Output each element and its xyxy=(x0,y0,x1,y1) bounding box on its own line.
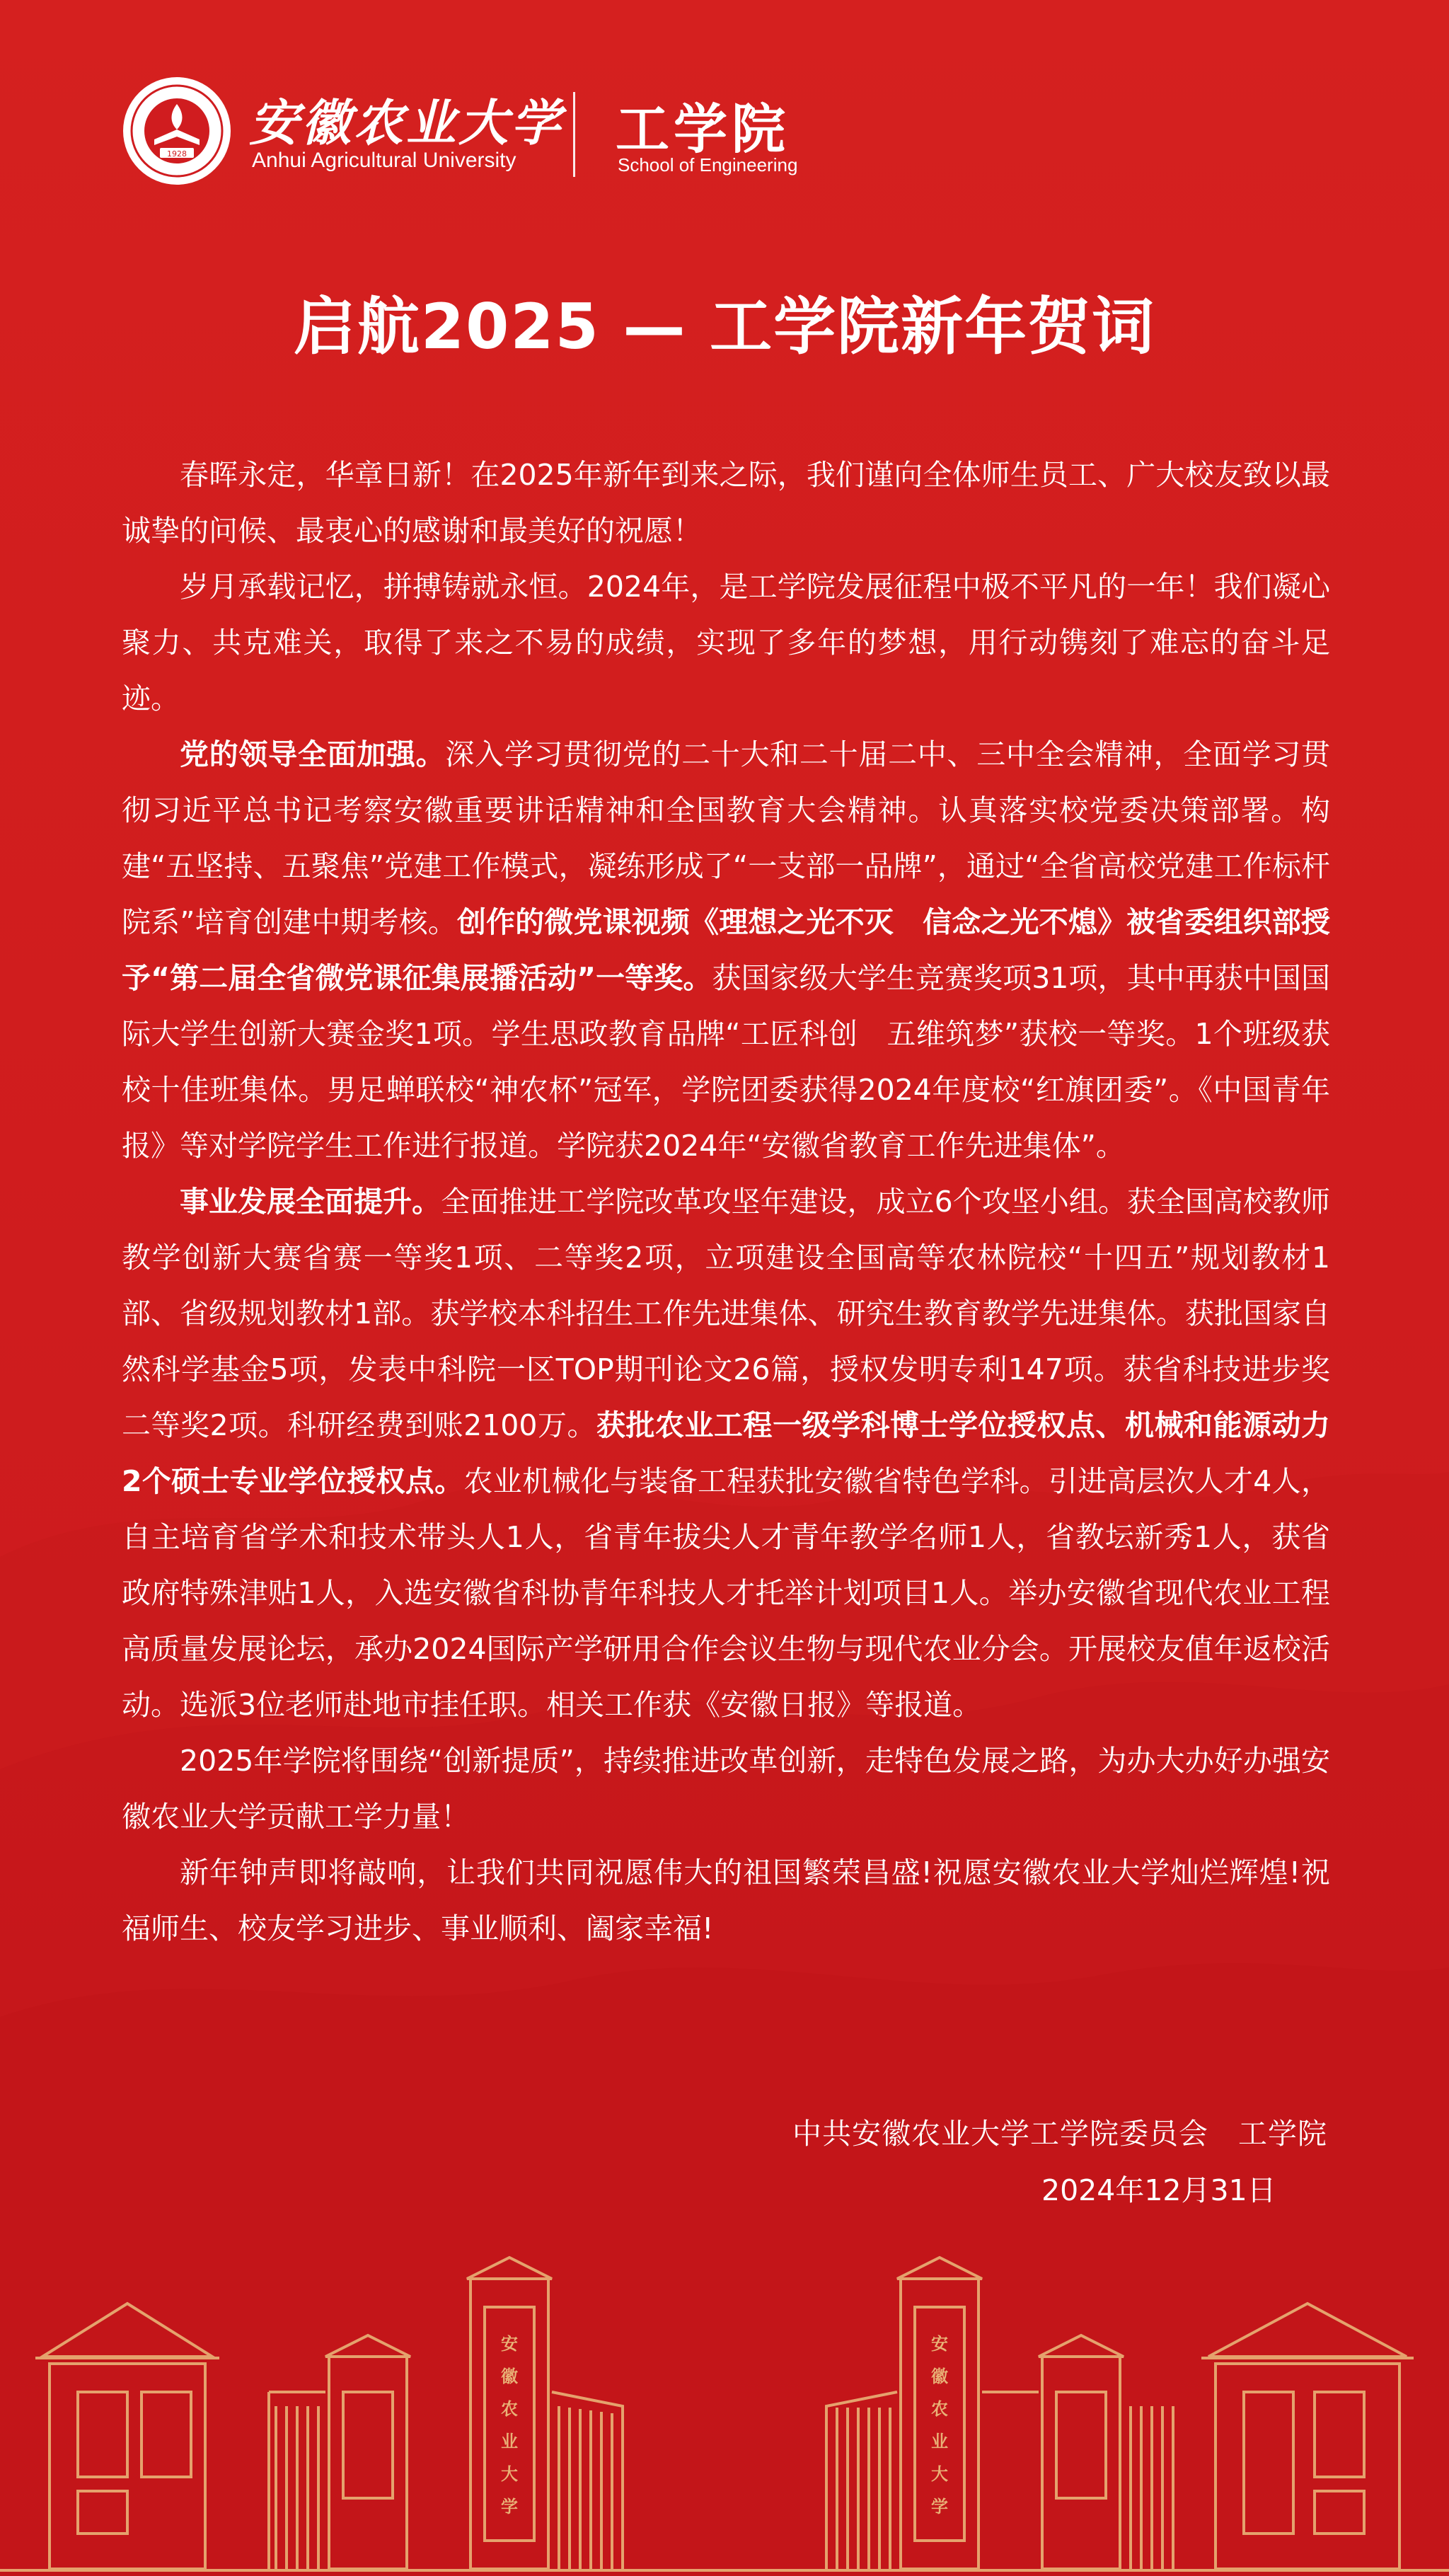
school-name-cn: 工学院 xyxy=(616,98,790,161)
university-name-cn: 安徽农业大学 xyxy=(249,93,563,152)
school-name-en: School of Engineering xyxy=(618,154,798,176)
paragraph-text: 春晖永定，华章日新！在2025年新年到来之际，我们谨向全体师生员工、广大校友致以最诚挚的问候、最衷心的感谢和最美好的祝愿！ xyxy=(122,458,1330,548)
paragraph xyxy=(122,447,1330,559)
greeting-body xyxy=(122,447,1330,1957)
paragraph xyxy=(122,1845,1330,1957)
paragraph-text: 深入学习贯彻党的二十大和二十届二中、三中全会精神，全面学习贯彻习近平总书记考察安徽重要讲话精神和全国教育大会精神。认真落实校党委决策部署。构建“五坚持、五聚焦”党建工作模式，凝练形成了“一支部一品牌”，通过“全省高校党建工作标杆院系”培育创建中期考核。 xyxy=(122,737,1331,939)
paragraph-highlight: 获批农业工程一级学科博士学位授权点、机械和能源动力2个硕士专业学位授权点。 xyxy=(122,1408,1330,1498)
school-gate-illustration-icon xyxy=(0,2250,1449,2576)
header-divider xyxy=(573,92,575,177)
paragraph-text: 获国家级大学生竞赛奖项31项，其中再获中国国际大学生创新大赛金奖1项。学生思政教育品牌“工匠科创 五维筑梦”获校一等奖。1个班级获校十佳班集体。男足蝉联校“神农杯”冠军，学院团委获得2024年度校“红旗团委”。《中国青年报》等对学院学生工作进行报道。学院获2024年“安徽省教育工作先进集体”。 xyxy=(122,961,1331,1163)
paragraph xyxy=(122,727,1330,1174)
paragraph-text: 新年钟声即将敲响，让我们共同祝愿伟大的祖国繁荣昌盛!祝愿安徽农业大学灿烂辉煌!祝福师生、校友学习进步、事业顺利、阖家幸福! xyxy=(122,1856,1330,1945)
paragraph-highlight: 党的领导全面加强。 xyxy=(180,737,446,771)
paragraph xyxy=(122,1174,1330,1733)
university-seal-icon xyxy=(120,74,233,188)
page-title: 启航2025 — 工学院新年贺词 xyxy=(293,290,1156,363)
paragraph-highlight: 创作的微党课视频《理想之光不灭 信念之光不熄》被省委组织部授予“第二届全省微党课征集展播活动”一等奖。 xyxy=(122,905,1331,995)
university-name-en: Anhui Agricultural University xyxy=(252,149,516,172)
header xyxy=(120,71,828,184)
paragraph-highlight: 事业发展全面提升。 xyxy=(180,1185,441,1219)
paragraph-text: 2025年学院将围绕“创新提质”，持续推进改革创新，走特色发展之路，为办大办好办强安徽农业大学贡献工学力量！ xyxy=(122,1744,1330,1834)
paragraph-text: 农业机械化与装备工程获批安徽省特色学科。引进高层次人才4人，自主培育省学术和技术带头人1人，省青年拔尖人才青年教学名师1人，省教坛新秀1人，获省政府特殊津贴1人，入选安徽省科协青年科技人才托举计划项目1人。举办安徽省现代农业工程高质量发展论坛，承办2024国际产学研用合作会议生物与现代农业分会。开展校友值年返校活动。选派3位老师赴地市挂任职。相关工作获《安徽日报》等报道。 xyxy=(122,1464,1330,1722)
paragraph-text: 岁月承载记忆，拼搏铸就永恒。2024年，是工学院发展征程中极不平凡的一年！我们凝心聚力、共克难关，取得了来之不易的成绩，实现了多年的梦想，用行动镌刻了难忘的奋斗足迹。 xyxy=(122,570,1330,715)
paragraph-text: 全面推进工学院改革攻坚年建设，成立6个攻坚小组。获全国高校教师教学创新大赛省赛一等奖1项、二等奖2项，立项建设全国高等农林院校“十四五”规划教材1部、省级规划教材1部。获学校本科招生工作先进集体、研究生教育教学先进集体。获批国家自然科学基金5项，发表中科院一区TOP期刊论文26篇，授权发明专利147项。获省科技进步奖二等奖2项。科研经费到账2100万。 xyxy=(122,1185,1330,1442)
paragraph xyxy=(122,559,1330,727)
signature-date: 2024年12月31日 xyxy=(1041,2173,1276,2207)
gate-inscription: 安徽农业大学 xyxy=(501,2333,518,2517)
signature-organization: 中共安徽农业大学工学院委员会 工学院 xyxy=(792,2117,1327,2151)
paragraph xyxy=(122,1733,1330,1845)
gate-inscription: 安徽农业大学 xyxy=(931,2333,948,2517)
seal-year: 1928 xyxy=(167,149,187,159)
